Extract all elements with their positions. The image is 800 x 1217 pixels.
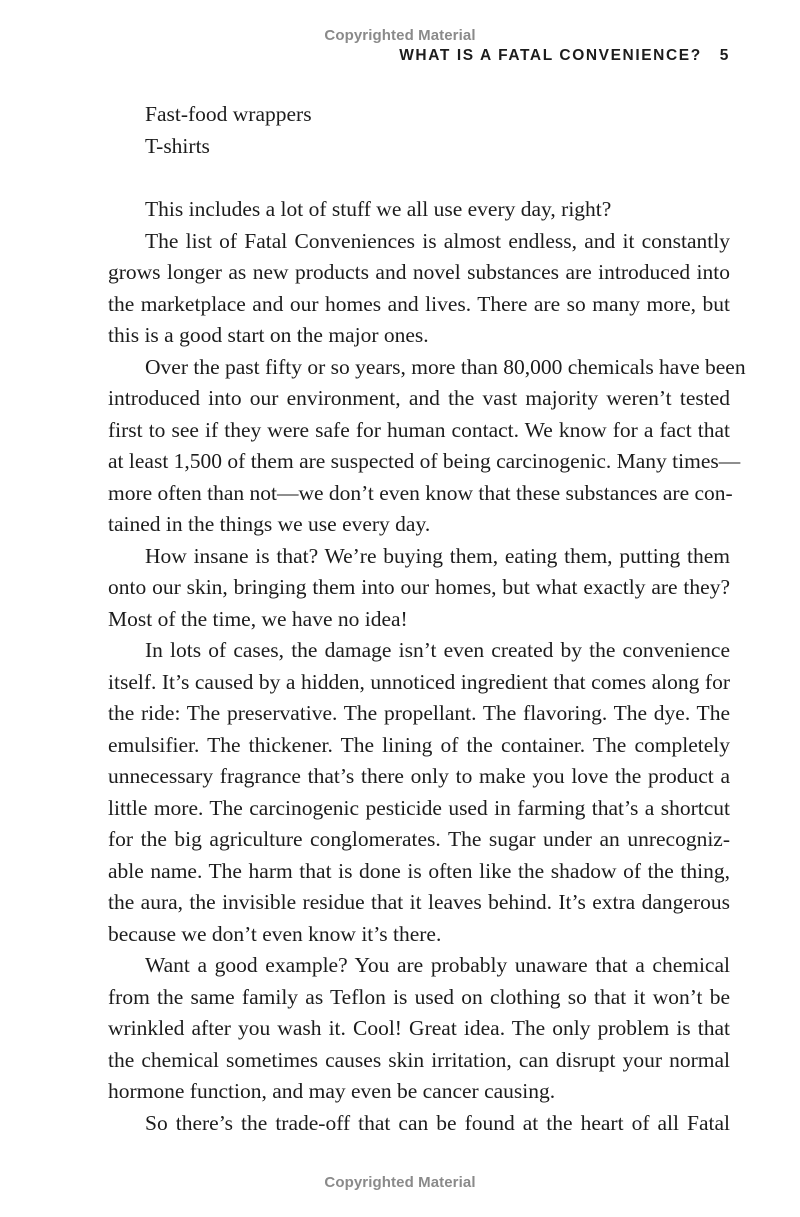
chapter-title: WHAT IS A FATAL CONVENIENCE?: [399, 47, 702, 64]
text-line: the ride: The preservative. The propellant. The flavoring. The dye. The: [108, 701, 730, 725]
text-line: Over the past fifty or so years, more than 80,000 chemicals have been: [145, 354, 746, 379]
text-line: this is a good start on the major ones.: [108, 323, 429, 347]
text-line: for the big agriculture conglomerates. The sugar under an unrecogniz-: [108, 827, 730, 851]
item-list: [145, 99, 312, 162]
text-line: at least 1,500 of them are suspected of being carcinogenic. Many times—: [108, 449, 741, 473]
body-text: [108, 194, 746, 1139]
copyright-watermark-top: Copyrighted Material: [324, 27, 476, 44]
text-line: Want a good example? You are probably unaware that a chemical: [145, 953, 730, 977]
text-line: hormone function, and may even be cancer causing.: [108, 1079, 556, 1103]
text-line: onto our skin, bringing them into our homes, but what exactly are they?: [108, 575, 730, 599]
text-line: first to see if they were safe for human contact. We know for a fact that: [108, 417, 730, 442]
copyright-watermark-bottom: Copyrighted Material: [324, 1174, 476, 1191]
text-line: the marketplace and our homes and lives. There are so many more, but: [108, 291, 730, 316]
list-item: Fast-food wrappers: [145, 102, 312, 126]
text-line: unnecessary fragrance that’s there only to make you love the product a: [108, 764, 730, 788]
text-line: In lots of cases, the damage isn’t even created by the convenience: [145, 638, 730, 662]
text-line: This includes a lot of stuff we all use every day, right?: [145, 197, 612, 221]
text-line: because we don’t even know it’s there.: [108, 921, 442, 946]
text-line: grows longer as new products and novel substances are introduced into: [108, 260, 730, 284]
text-line: So there’s the trade-off that can be found at the heart of all Fatal: [145, 1110, 730, 1135]
page-number: 5: [719, 47, 730, 64]
list-item: T-shirts: [145, 133, 210, 158]
text-line: from the same family as Teflon is used on clothing so that it won’t be: [108, 984, 730, 1009]
text-line: more often than not—we don’t even know that these substances are con-: [108, 480, 733, 505]
text-line: itself. It’s caused by a hidden, unnoticed ingredient that comes along for: [108, 669, 730, 694]
text-line: able name. The harm that is done is often like the shadow of the thing,: [108, 858, 730, 883]
text-line: emulsifier. The thickener. The lining of the container. The completely: [108, 732, 730, 757]
text-line: the aura, the invisible residue that it leaves behind. It’s extra dangerous: [108, 890, 730, 914]
text-line: little more. The carcinogenic pesticide used in farming that’s a shortcut: [108, 795, 730, 820]
text-line: How insane is that? We’re buying them, eating them, putting them: [145, 543, 730, 568]
text-line: tained in the things we use every day.: [108, 512, 431, 536]
text-line: the chemical sometimes causes skin irritation, can disrupt your normal: [108, 1047, 730, 1072]
text-line: introduced into our environment, and the vast majority weren’t tested: [108, 386, 730, 410]
text-line: The list of Fatal Conveniences is almost endless, and it constantly: [145, 228, 730, 253]
text-line: Most of the time, we have no idea!: [108, 606, 408, 631]
running-head: [399, 47, 730, 65]
text-line: wrinkled after you wash it. Cool! Great idea. The only problem is that: [108, 1016, 730, 1040]
